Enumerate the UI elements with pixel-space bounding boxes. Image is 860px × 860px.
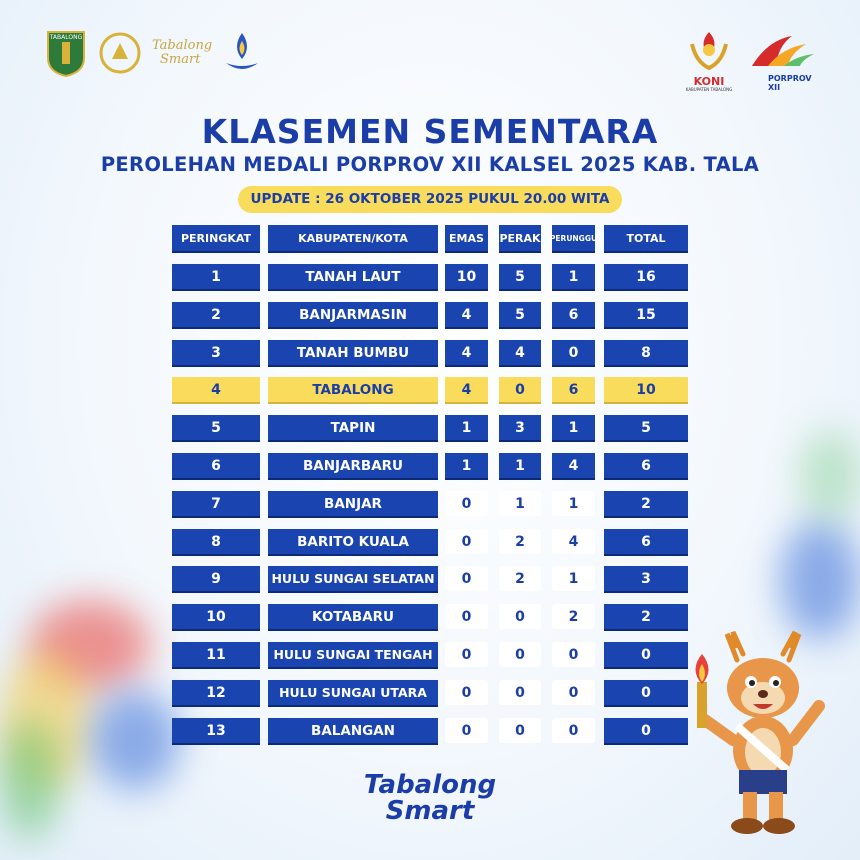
tabalong-smart-line1: Tabalong [152,38,213,53]
cell-bronze: 0 [552,642,595,667]
footer-logo-line2: Smart [385,796,475,826]
header-right-logos [684,30,818,93]
cell-total: 2 [604,491,688,516]
page-subtitle: PEROLEHAN MEDALI PORPROV XII KALSEL 2025 KAB. TALA [100,153,760,176]
cell-rank: 9 [172,566,260,591]
cell-total: 0 [604,642,688,667]
cell-rank: 11 [172,642,260,667]
cell-name: TANAH LAUT [268,264,438,289]
cell-rank: 8 [172,529,260,554]
cell-bronze: 4 [552,529,595,554]
cell-silver: 0 [499,642,541,667]
koni-label: KONI [693,75,725,88]
cell-bronze: 1 [552,415,595,440]
cell-total: 3 [604,566,688,591]
cell-total: 0 [604,718,688,743]
tabalong-smart-line2: Smart [160,52,201,67]
cell-name: BANJARBARU [268,453,438,478]
cell-rank: 10 [172,604,260,629]
cell-name: BARITO KUALA [268,529,438,554]
cell-bronze: 1 [552,264,595,289]
page-title: KLASEMEN SEMENTARA [201,112,659,151]
cell-name: HULU SUNGAI UTARA [268,680,438,705]
column-header-perak: PERAK [499,225,541,251]
cell-rank: 13 [172,718,260,743]
cell-rank: 5 [172,415,260,440]
cell-gold: 0 [445,718,488,743]
cell-total: 2 [604,604,688,629]
cell-gold: 0 [445,604,488,629]
cell-total: 15 [604,302,688,327]
flame-lotus-icon [222,29,262,77]
bg-blob-blue-right [780,520,860,640]
footer-logo-line1: Tabalong [363,770,497,800]
cell-rank: 7 [172,491,260,516]
cell-rank: 4 [172,377,260,402]
cell-gold: 4 [445,340,488,365]
cell-name: TAPIN [268,415,438,440]
cell-name: BANJAR [268,491,438,516]
cell-name: TABALONG [268,377,438,402]
cell-rank: 2 [172,302,260,327]
cell-total: 5 [604,415,688,440]
column-header-total: TOTAL [604,225,688,251]
column-header-perunggu: PERUNGGU [552,225,595,251]
cell-bronze: 6 [552,302,595,327]
cell-silver: 0 [499,680,541,705]
koni-sub: KABUPATEN TABALONG [685,87,733,92]
cell-rank: 6 [172,453,260,478]
cell-total: 0 [604,680,688,705]
cell-gold: 10 [445,264,488,289]
cell-total: 10 [604,377,688,402]
cell-name: TANAH BUMBU [268,340,438,365]
tabalong-badge-text: TABALONG [49,34,83,41]
tabalong-smart-emblem-icon [98,31,142,75]
cell-total: 16 [604,264,688,289]
cell-silver: 3 [499,415,541,440]
koni-emblem-icon [686,30,732,72]
cell-name: HULU SUNGAI TENGAH [268,642,438,667]
column-header-emas: EMAS [445,225,488,251]
cell-rank: 1 [172,264,260,289]
cell-silver: 4 [499,340,541,365]
cell-gold: 0 [445,566,488,591]
koni-logo [684,30,734,93]
cell-silver: 5 [499,302,541,327]
cell-name: BALANGAN [268,718,438,743]
cell-bronze: 0 [552,340,595,365]
cell-rank: 3 [172,340,260,365]
cell-bronze: 6 [552,377,595,402]
cell-bronze: 2 [552,604,595,629]
bg-blob-green-right [800,430,860,520]
cell-bronze: 1 [552,491,595,516]
cell-gold: 1 [445,415,488,440]
footer-logo [0,772,860,824]
cell-rank: 12 [172,680,260,705]
cell-silver: 1 [499,453,541,478]
cell-name: KOTABARU [268,604,438,629]
column-header-peringkat: PERINGKAT [172,225,260,251]
cell-gold: 4 [445,302,488,327]
cell-gold: 0 [445,680,488,705]
tabalong-shield-icon [44,28,88,78]
cell-gold: 0 [445,529,488,554]
cell-bronze: 0 [552,680,595,705]
cell-silver: 2 [499,529,541,554]
cell-gold: 0 [445,491,488,516]
cell-silver: 1 [499,491,541,516]
cell-silver: 0 [499,604,541,629]
column-header-kabupaten: KABUPATEN/KOTA [268,225,438,251]
cell-silver: 5 [499,264,541,289]
cell-bronze: 1 [552,566,595,591]
cell-total: 6 [604,529,688,554]
header-left-logos [44,28,262,78]
porprov-swoosh-icon [748,30,818,70]
cell-total: 8 [604,340,688,365]
cell-name: HULU SUNGAI SELATAN [268,566,438,591]
tabalong-smart-wordmark [152,39,212,67]
cell-gold: 4 [445,377,488,402]
porprov-label: PORPROV XII [768,74,812,92]
cell-silver: 0 [499,377,541,402]
cell-bronze: 4 [552,453,595,478]
cell-total: 6 [604,453,688,478]
porprov-logo [748,30,818,92]
cell-name: BANJARMASIN [268,302,438,327]
cell-gold: 1 [445,453,488,478]
update-badge: UPDATE : 26 OKTOBER 2025 PUKUL 20.00 WITA [238,186,622,213]
cell-silver: 0 [499,718,541,743]
cell-silver: 2 [499,566,541,591]
cell-gold: 0 [445,642,488,667]
cell-bronze: 0 [552,718,595,743]
